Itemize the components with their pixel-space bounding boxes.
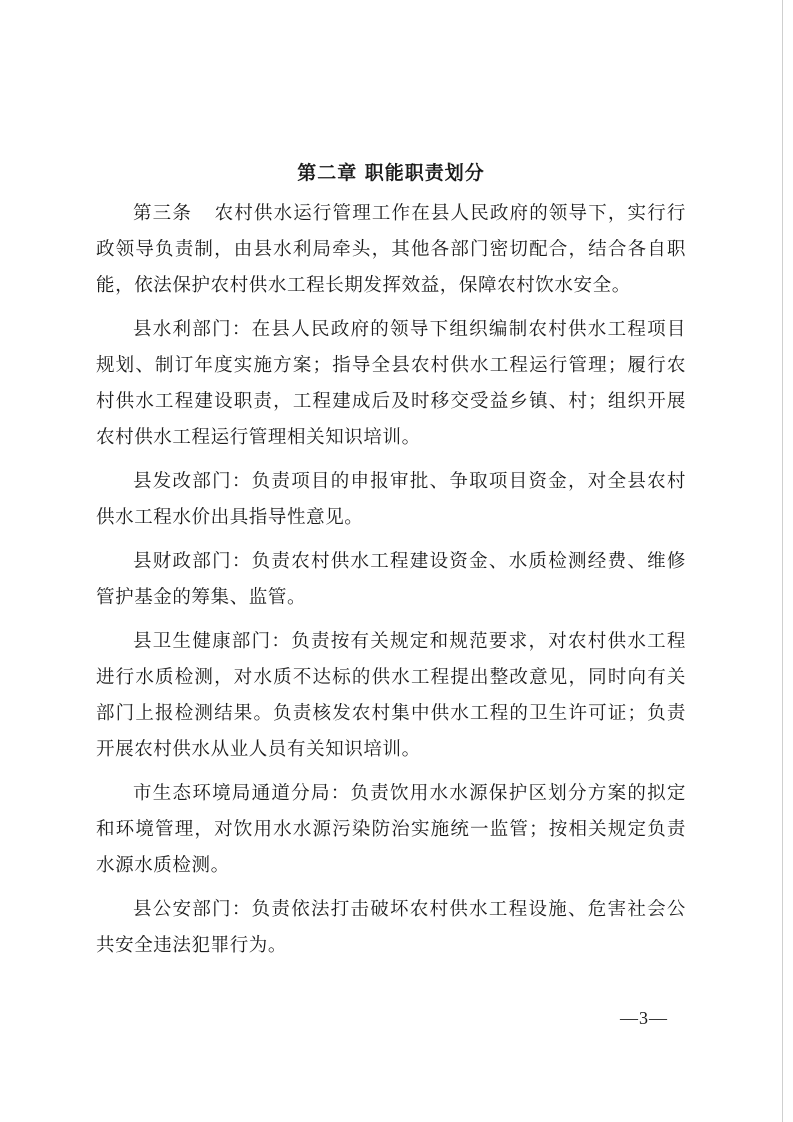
development-department-paragraph: 县发改部门：负责项目的申报审批、争取项目资金，对全县农村供水工程水价出具指导性意见。 [96, 471, 686, 528]
environment-bureau-paragraph: 市生态环境局通道分局：负责饮用水水源保护区划分方案的拟定和环境管理，对饮用水水源污染防治实施统一监管；按相关规定负责水源水质检测。 [96, 783, 686, 876]
water-department-paragraph: 县水利部门：在县人民政府的领导下组织编制农村供水工程项目规划、制订年度实施方案；指导全县农村供水工程运行管理；履行农村供水工程建设职责，工程建成后及时移交受益乡镇、村；组织开展农村供水工程运行管理相关知识培训。 [96, 319, 686, 448]
article-3-text: 农村供水运行管理工作在县人民政府的领导下，实行行政领导负责制，由县水利局牵头，其他各部门密切配合，结合各自职能，依法保护农村供水工程长期发挥效益，保障农村饮水安全。 [96, 203, 686, 296]
page-number: —3— [620, 1008, 668, 1028]
article-label: 第三条 [133, 203, 192, 224]
article-3-paragraph [96, 196, 686, 304]
document-page [96, 160, 686, 972]
finance-department-paragraph: 县财政部门：负责农村供水工程建设资金、水质检测经费、维修管护基金的筹集、监管。 [96, 551, 686, 608]
health-department-paragraph: 县卫生健康部门：负责按有关规定和规范要求，对农村供水工程进行水质检测，对水质不达标的供水工程提出整改意见，同时向有关部门上报检测结果。负责核发农村集中供水工程的卫生许可证；负责开展农村供水从业人员有关知识培训。 [96, 631, 686, 760]
public-security-paragraph: 县公安部门：负责依法打击破坏农村供水工程设施、危害社会公共安全违法犯罪行为。 [96, 899, 686, 956]
chapter-heading: 第二章 职能职责划分 [297, 162, 485, 184]
scan-edge-line [782, 0, 783, 1122]
